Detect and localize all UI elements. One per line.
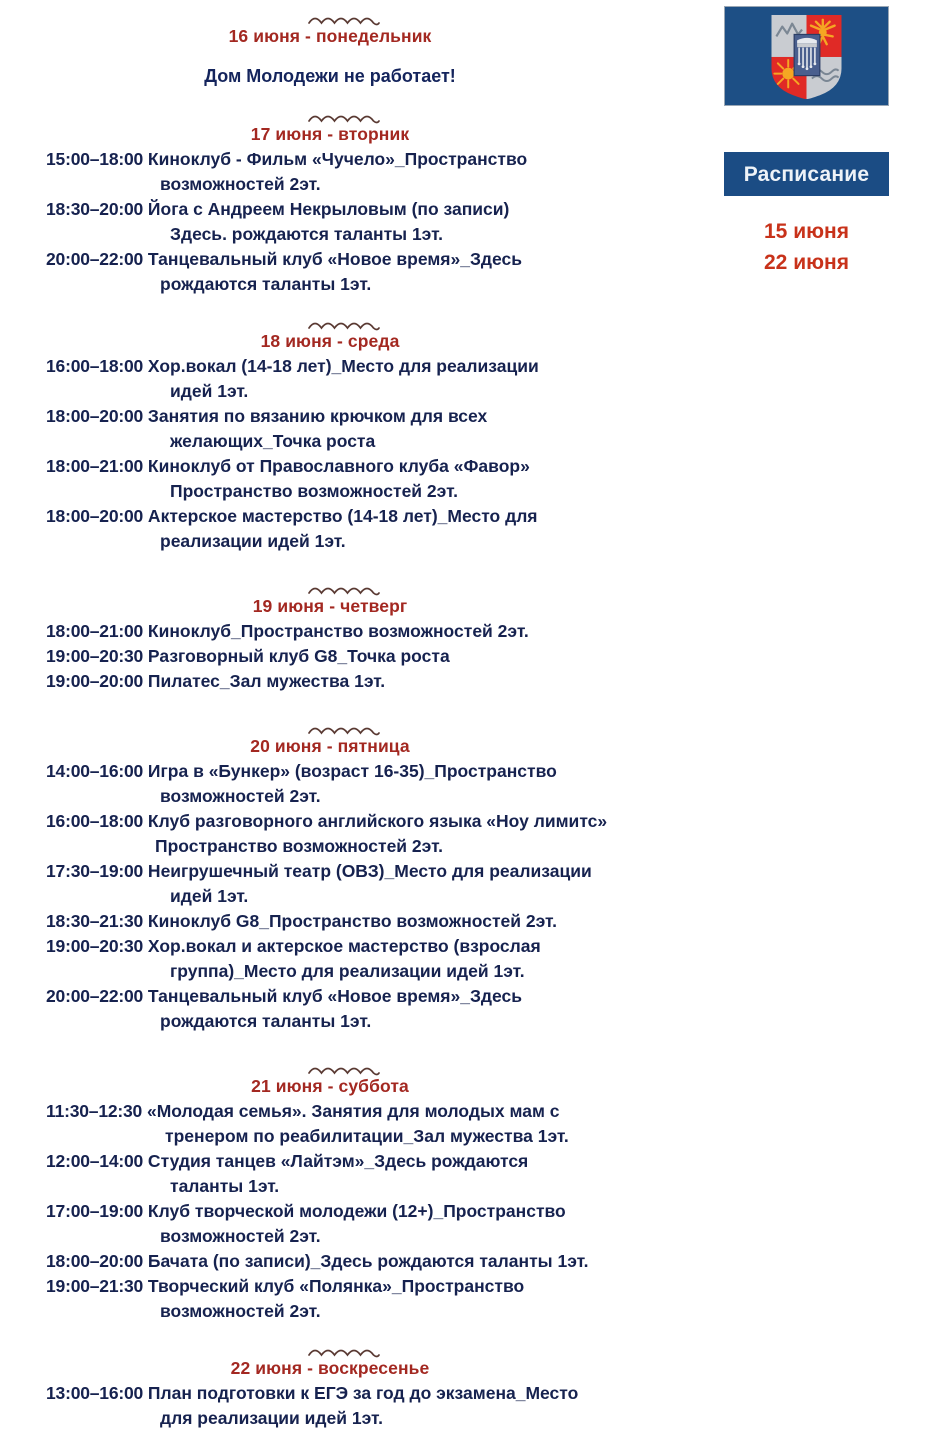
section-gap	[0, 90, 700, 112]
event-time: 20:00–22:00	[46, 986, 144, 1006]
event-description-continued: таланты 1эт.	[170, 1176, 280, 1196]
event-description-continued: желающих_Точка роста	[170, 431, 376, 451]
event-time: 18:30–21:30	[46, 911, 144, 931]
event-list	[0, 759, 700, 1034]
day-title: 20 июня - пятница	[250, 736, 410, 756]
day-title: 19 июня - четверг	[252, 596, 408, 616]
event-description-continued: идей 1эт.	[170, 381, 249, 401]
event-row	[0, 984, 700, 1009]
event-time: 16:00–18:00	[46, 811, 144, 831]
event-row	[0, 669, 700, 694]
event-description-continued: реализации идей 1эт.	[160, 531, 346, 551]
squiggle-decoration-icon	[307, 319, 381, 332]
event-row	[0, 1099, 700, 1124]
squiggle-decoration-icon	[307, 1346, 381, 1359]
day-header	[0, 724, 660, 756]
event-row	[0, 759, 700, 784]
side-column	[715, 0, 939, 1280]
event-time: 19:00–20:30	[46, 646, 144, 666]
event-time: 11:30–12:30	[46, 1101, 143, 1121]
day-block	[0, 14, 700, 112]
day-header	[0, 319, 660, 351]
closed-notice: Дом Молодежи не работает!	[204, 66, 456, 86]
event-time: 17:30–19:00	[46, 861, 144, 881]
event-row	[0, 909, 700, 934]
event-row	[0, 809, 700, 834]
event-row	[0, 1274, 700, 1299]
event-time: 18:00–21:00	[46, 621, 144, 641]
section-gap	[0, 1034, 700, 1064]
event-time: 18:00–20:00	[46, 406, 144, 426]
event-description: Актерское мастерство (14-18 лет)_Место для	[143, 506, 538, 526]
event-time: 18:30–20:00	[46, 199, 144, 219]
event-description: Творческий клуб «Полянка»_Пространство	[143, 1276, 525, 1296]
squiggle-decoration-icon	[307, 1064, 381, 1077]
squiggle-decoration-icon	[307, 14, 381, 27]
section-gap	[0, 1324, 700, 1346]
event-description-continued: для реализации идей 1эт.	[160, 1408, 383, 1428]
event-list	[0, 619, 700, 694]
event-row	[0, 1249, 700, 1274]
event-description: План подготовки к ЕГЭ за год до экзамена_Место	[143, 1383, 579, 1403]
section-gap	[0, 1431, 700, 1453]
event-description: Танцевальный клуб «Новое время»_Здесь	[143, 249, 523, 269]
day-block	[0, 112, 700, 319]
event-row	[0, 644, 700, 669]
event-row	[0, 454, 700, 479]
event-description-continued: возможностей 2эт.	[160, 1226, 321, 1246]
event-time: 19:00–21:30	[46, 1276, 144, 1296]
event-list	[0, 354, 700, 554]
day-header	[0, 584, 660, 616]
event-row	[0, 859, 700, 884]
event-time: 16:00–18:00	[46, 356, 144, 376]
event-description: Киноклуб G8_Пространство возможностей 2эт.	[143, 911, 557, 931]
day-header	[0, 1346, 660, 1378]
event-row	[0, 934, 700, 959]
day-title: 17 июня - вторник	[250, 124, 410, 144]
event-row	[0, 504, 700, 529]
event-description: Киноклуб - Фильм «Чучело»_Пространство	[143, 149, 528, 169]
event-description: Клуб творческой молодежи (12+)_Пространство	[143, 1201, 566, 1221]
squiggle-decoration-icon	[307, 112, 381, 125]
event-row	[0, 619, 700, 644]
event-description: Пилатес_Зал мужества 1эт.	[143, 671, 386, 691]
day-header	[0, 1064, 660, 1096]
day-block	[0, 1064, 700, 1346]
event-time: 18:00–20:00	[46, 1251, 144, 1271]
event-description: Танцевальный клуб «Новое время»_Здесь	[143, 986, 523, 1006]
event-description: Хор.вокал (14-18 лет)_Место для реализации	[143, 356, 539, 376]
event-time: 19:00–20:00	[46, 671, 144, 691]
event-list	[0, 147, 700, 297]
section-gap	[0, 554, 700, 584]
side-date-to: 22 июня	[764, 251, 849, 274]
event-time: 15:00–18:00	[46, 149, 144, 169]
event-time: 19:00–20:30	[46, 936, 144, 956]
event-row	[0, 404, 700, 429]
event-row	[0, 197, 700, 222]
event-time: 14:00–16:00	[46, 761, 144, 781]
day-title: 18 июня - среда	[260, 331, 400, 351]
event-description-continued: группа)_Место для реализации идей 1эт.	[170, 961, 525, 981]
event-time: 17:00–19:00	[46, 1201, 144, 1221]
event-list	[0, 1099, 700, 1324]
event-list	[0, 1381, 700, 1431]
event-description: Киноклуб_Пространство возможностей 2эт.	[143, 621, 529, 641]
event-time: 18:00–20:00	[46, 506, 144, 526]
event-description: Неигрушечный театр (ОВЗ)_Место для реализации	[143, 861, 592, 881]
event-description-continued: рождаются таланты 1эт.	[160, 274, 372, 294]
event-row	[0, 147, 700, 172]
side-date-from: 15 июня	[764, 220, 849, 243]
squiggle-decoration-icon	[307, 584, 381, 597]
coat-of-arms-emblem	[724, 6, 889, 106]
event-description-continued: возможностей 2эт.	[160, 786, 321, 806]
day-header	[0, 112, 660, 144]
event-description: Занятия по вязанию крючком для всех	[143, 406, 488, 426]
event-description: «Молодая семья». Занятия для молодых мам с	[142, 1101, 560, 1121]
event-time: 12:00–14:00	[46, 1151, 144, 1171]
event-description-continued: Пространство возможностей 2эт.	[155, 836, 443, 856]
day-header	[0, 14, 660, 46]
event-row	[0, 247, 700, 272]
day-title: 22 июня - воскресенье	[230, 1358, 430, 1378]
event-row	[0, 1149, 700, 1174]
event-description: Бачата (по записи)_Здесь рождаются таланты 1эт.	[143, 1251, 589, 1271]
day-block	[0, 319, 700, 584]
event-description: Киноклуб от Православного клуба «Фавор»	[143, 456, 530, 476]
event-row	[0, 1381, 700, 1406]
day-block	[0, 724, 700, 1064]
event-time: 18:00–21:00	[46, 456, 144, 476]
squiggle-decoration-icon	[307, 724, 381, 737]
day-block	[0, 584, 700, 724]
schedule-badge	[724, 152, 889, 196]
event-description-continued: Здесь. рождаются таланты 1эт.	[170, 224, 444, 244]
event-description: Йога с Андреем Некрыловым (по записи)	[143, 199, 510, 219]
event-description: Хор.вокал и актерское мастерство (взрослая	[143, 936, 541, 956]
event-time: 20:00–22:00	[46, 249, 144, 269]
event-row	[0, 1199, 700, 1224]
day-title: 16 июня - понедельник	[228, 26, 432, 46]
day-block	[0, 1346, 700, 1453]
event-row	[0, 354, 700, 379]
section-gap	[0, 297, 700, 319]
day-title: 21 июня - суббота	[251, 1076, 409, 1096]
event-description: Студия танцев «Лайтэм»_Здесь рождаются	[143, 1151, 529, 1171]
section-gap	[0, 694, 700, 724]
event-description-continued: возможностей 2эт.	[160, 174, 321, 194]
schedule-badge-label: Расписание	[743, 162, 870, 186]
event-description-continued: тренером по реабилитации_Зал мужества 1эт.	[165, 1126, 569, 1146]
event-description: Игра в «Бункер» (возраст 16-35)_Пространство	[143, 761, 557, 781]
event-description-continued: рождаются таланты 1эт.	[160, 1011, 372, 1031]
event-description: Клуб разговорного английского языка «Ноу лимитс»	[143, 811, 608, 831]
event-description-continued: Пространство возможностей 2эт.	[170, 481, 458, 501]
event-description-continued: возможностей 2эт.	[160, 1301, 321, 1321]
event-description: Разговорный клуб G8_Точка роста	[143, 646, 450, 666]
event-time: 13:00–16:00	[46, 1383, 144, 1403]
event-description-continued: идей 1эт.	[170, 886, 249, 906]
